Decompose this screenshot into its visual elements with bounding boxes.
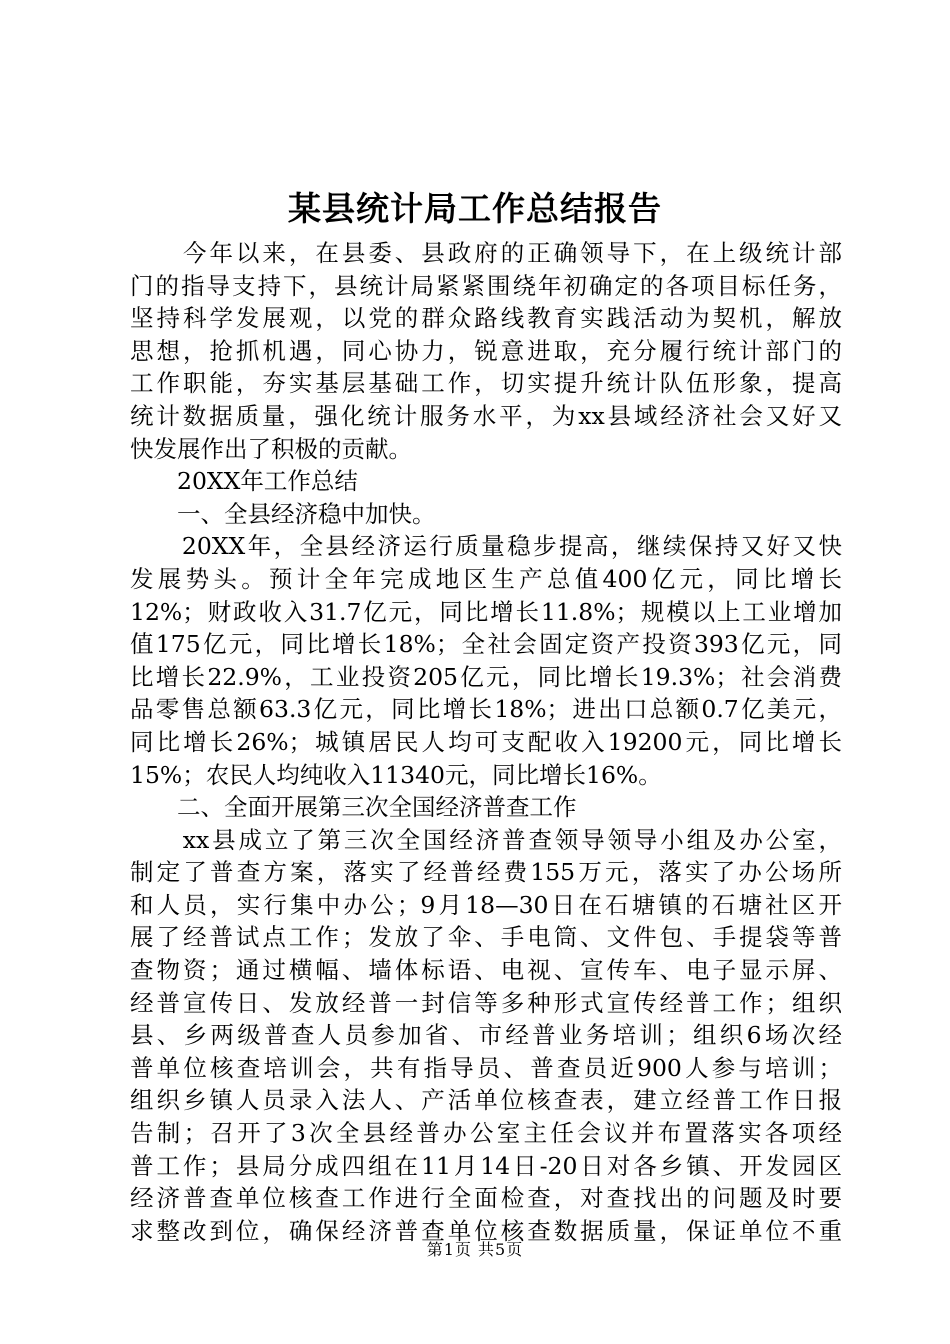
text-line: 查物资；通过横幅、墙体标语、电视、宣传车、电子显示屏、 (130, 956, 842, 985)
text-line: 普工作；县局分成四组在11月14日-20日对各乡镇、开发园区 (130, 1151, 842, 1180)
text-line: 县、乡两级普查人员参加省、市经普业务培训；组织6场次经 (130, 1021, 842, 1050)
document-body (130, 237, 842, 1247)
text-line: 思想，抢抓机遇，同心协力，锐意进取，充分履行统计部门的 (130, 336, 842, 365)
text-line: 比增长22.9%，工业投资205亿元，同比增长19.3%；社会消费 (130, 662, 842, 691)
text-line: 制定了普查方案，落实了经普经费155万元，落实了办公场所 (130, 858, 842, 887)
text-line: 品零售总额63.3亿元，同比增长18%；进出口总额0.7亿美元， (130, 695, 842, 724)
text-line: 求整改到位，确保经济普查单位核查数据质量，保证单位不重 (130, 1216, 842, 1245)
text-line: 经济普查单位核查工作进行全面检查，对查找出的问题及时要 (130, 1184, 842, 1213)
text-line: 20XX年工作总结 (130, 467, 358, 496)
text-line: 一、全县经济稳中加快。 (130, 499, 436, 528)
text-line: 展了经普试点工作；发放了伞、手电筒、文件包、手提袋等普 (130, 923, 842, 952)
document-title: 某县统计局工作总结报告 (288, 189, 662, 228)
text-line: 工作职能，夯实基层基础工作，切实提升统计队伍形象，提高 (130, 369, 842, 398)
text-line: 12%；财政收入31.7亿元，同比增长11.8%；规模以上工业增加 (130, 597, 842, 626)
text-line: 门的指导支持下，县统计局紧紧围绕年初确定的各项目标任务， (130, 271, 842, 300)
text-line: 发展势头。预计全年完成地区生产总值400亿元，同比增长 (130, 564, 842, 593)
text-line: 坚持科学发展观，以党的群众路线教育实践活动为契机，解放 (130, 304, 842, 333)
text-line: 今年以来，在县委、县政府的正确领导下，在上级统计部 (130, 239, 842, 267)
text-line: 普单位核查培训会，共有指导员、普查员近900人参与培训； (130, 1053, 842, 1082)
text-line: 20XX年，全县经济运行质量稳步提高，继续保持又好又快 (130, 532, 842, 561)
text-line: 15%；农民人均纯收入11340元，同比增长16%。 (130, 760, 662, 789)
text-line: 告制；召开了3次全县经普办公室主任会议并布置落实各项经 (130, 1119, 842, 1148)
text-line: 组织乡镇人员录入法人、产活单位核查表，建立经普工作日报 (130, 1086, 842, 1115)
text-line: 经普宣传日、发放经普一封信等多种形式宣传经普工作；组织 (130, 988, 842, 1017)
text-line: 和人员，实行集中办公；9月18—30日在石塘镇的石塘社区开 (130, 890, 842, 919)
text-line: 二、全面开展第三次全国经济普查工作 (130, 793, 577, 822)
text-line: xx县成立了第三次全国经济普查领导领导小组及办公室， (130, 825, 842, 854)
text-line: 同比增长26%；城镇居民人均可支配收入19200元，同比增长 (130, 727, 842, 756)
text-line: 值175亿元，同比增长18%；全社会固定资产投资393亿元，同 (130, 630, 842, 659)
text-line: 统计数据质量，强化统计服务水平，为xx县域经济社会又好又 (130, 401, 842, 430)
page-footer: 第1页 共5页 (426, 1240, 524, 1259)
text-line: 快发展作出了积极的贡献。 (130, 434, 412, 463)
